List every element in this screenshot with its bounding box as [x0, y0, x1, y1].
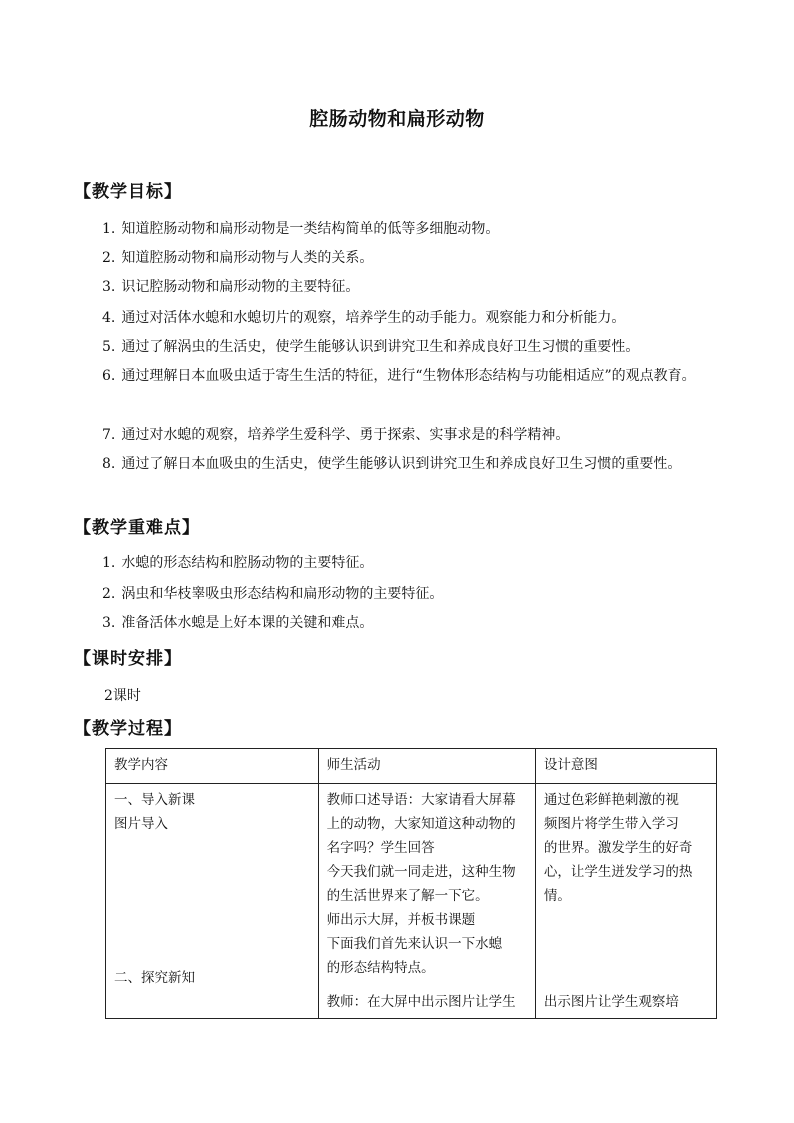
table-header-intent: 设计意图	[535, 749, 716, 784]
cell-line: 频图片将学生带入学习	[543, 816, 679, 832]
key-point-number: 3.	[102, 615, 116, 631]
objective-text: 通过对水螅的观察，培养学生爱科学、勇于探索、实事求是的科学精神。	[121, 427, 570, 443]
table-header-activity: 师生活动	[318, 749, 535, 784]
table-cell-content	[106, 784, 319, 1019]
key-point-text: 准备活体水螅是上好本课的关键和难点。	[121, 615, 374, 631]
objective-text: 通过了解涡虫的生活史，使学生能够认识到讲究卫生和养成良好卫生习惯的重要性。	[121, 339, 640, 355]
table-header-row	[106, 749, 717, 784]
section-heading-process: 【教学过程】	[74, 719, 182, 739]
cell-line: 教师：在大屏中出示图片让学生	[326, 994, 516, 1010]
cell-line: 出示图片让学生观察培	[543, 994, 679, 1010]
cell-line: 二、探究新知	[114, 970, 195, 986]
cell-line: 教师口述导语：大家请看大屏幕	[326, 792, 516, 808]
cell-line: 的世界。激发学生的好奇	[543, 840, 693, 856]
objective-item	[74, 243, 724, 273]
objective-item	[74, 214, 724, 244]
objective-text: 通过理解日本血吸虫适于寄生生活的特征，进行“生物体形态结构与功能相适应”的观点教育。	[121, 368, 696, 384]
objective-text: 知道腔肠动物和扁形动物是一类结构简单的低等多细胞动物。	[121, 221, 500, 237]
cell-line: 上的动物，大家知道这种动物的	[326, 816, 516, 832]
section-heading-schedule: 【课时安排】	[74, 649, 182, 669]
objective-text: 知道腔肠动物和扁形动物与人类的关系。	[121, 250, 374, 266]
cell-line: 下面我们首先来认识一下水螅	[326, 936, 503, 952]
table-cell-intent	[535, 784, 716, 1019]
key-point-item	[74, 608, 724, 638]
objective-number: 6.	[102, 368, 116, 384]
objective-number: 8.	[102, 456, 116, 472]
objective-text: 识记腔肠动物和扁形动物的主要特征。	[121, 279, 360, 295]
key-point-text: 涡虫和华枝睾吸虫形态结构和扁形动物的主要特征。	[121, 586, 444, 602]
document-title: 腔肠动物和扁形动物	[309, 108, 485, 130]
cell-line: 师出示大屏，并板书课题	[326, 912, 476, 928]
table-row	[106, 784, 717, 1019]
objective-number: 3.	[102, 279, 116, 295]
cell-line: 的形态结构特点。	[326, 960, 435, 976]
cell-line: 情。	[543, 888, 571, 904]
key-point-number: 2.	[102, 586, 116, 602]
objective-item	[74, 303, 724, 333]
table-cell-activity	[318, 784, 535, 1019]
objective-number: 7.	[102, 427, 116, 443]
schedule-text: 2课时	[104, 688, 141, 704]
key-point-text: 水螅的形态结构和腔肠动物的主要特征。	[121, 555, 374, 571]
section-heading-objectives: 【教学目标】	[74, 182, 182, 202]
objective-item	[74, 332, 724, 362]
cell-line: 图片导入	[114, 816, 168, 832]
key-point-item	[74, 548, 724, 578]
key-point-number: 1.	[102, 555, 116, 571]
cell-line: 今天我们就一同走进，这种生物	[326, 864, 516, 880]
objective-item	[74, 449, 724, 479]
objective-number: 1.	[102, 221, 116, 237]
objective-number: 2.	[102, 250, 116, 266]
cell-line: 通过色彩鲜艳刺激的视	[543, 792, 679, 808]
cell-line: 一、导入新课	[114, 792, 195, 808]
objective-item	[74, 420, 724, 450]
objective-text: 通过对活体水螅和水螅切片的观察，培养学生的动手能力。观察能力和分析能力。	[121, 310, 626, 326]
table-header-content: 教学内容	[106, 749, 319, 784]
objective-number: 5.	[102, 339, 116, 355]
objective-item	[74, 361, 724, 391]
objective-number: 4.	[102, 310, 116, 326]
teaching-process-table	[105, 748, 717, 1019]
objective-item	[74, 272, 724, 302]
section-heading-key-points: 【教学重难点】	[74, 518, 200, 538]
key-point-item	[74, 579, 724, 609]
cell-line: 名字吗？学生回答	[326, 840, 435, 856]
cell-line: 心，让学生迸发学习的热	[543, 864, 693, 880]
objective-text: 通过了解日本血吸虫的生活史，使学生能够认识到讲究卫生和养成良好卫生习惯的重要性。	[121, 456, 682, 472]
cell-line: 的生活世界来了解一下它。	[326, 888, 489, 904]
